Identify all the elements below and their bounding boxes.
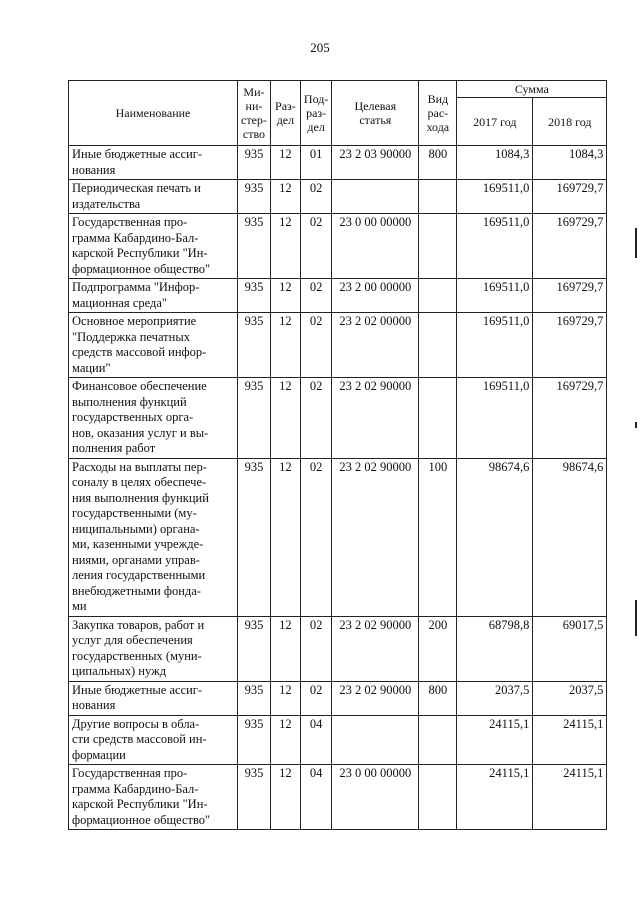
cell-ministry: 935 — [238, 313, 271, 378]
cell-name: Государственная про- грамма Кабардино-Бал- карской Республики "Ин- формационное общество" — [69, 214, 238, 279]
cell-section: 12 — [270, 616, 300, 681]
cell-sum-2017: 2037,5 — [457, 681, 533, 715]
header-year-2017: 2017 год — [457, 98, 533, 146]
table-body — [69, 146, 607, 830]
cell-section: 12 — [270, 378, 300, 459]
cell-ministry: 935 — [238, 715, 271, 765]
cell-target: 23 2 02 00000 — [332, 313, 419, 378]
cell-name: Периодическая печать и издательства — [69, 180, 238, 214]
cell-expense-type — [419, 765, 457, 830]
cell-subsection: 04 — [300, 765, 331, 830]
table-row — [69, 681, 607, 715]
cell-sum-2018: 169729,7 — [533, 214, 607, 279]
cell-subsection: 02 — [300, 313, 331, 378]
cell-target: 23 2 02 90000 — [332, 378, 419, 459]
cell-name: Иные бюджетные ассиг- нования — [69, 681, 238, 715]
edge-mark — [635, 228, 637, 258]
cell-subsection: 02 — [300, 458, 331, 616]
cell-section: 12 — [270, 715, 300, 765]
cell-section: 12 — [270, 214, 300, 279]
cell-sum-2018: 24115,1 — [533, 715, 607, 765]
cell-target: 23 2 00 00000 — [332, 279, 419, 313]
cell-sum-2017: 24115,1 — [457, 765, 533, 830]
cell-section: 12 — [270, 458, 300, 616]
cell-ministry: 935 — [238, 279, 271, 313]
cell-name: Основное мероприятие "Поддержка печатных средств массовой инфор- мации" — [69, 313, 238, 378]
cell-sum-2018: 1084,3 — [533, 146, 607, 180]
cell-name: Государственная про- грамма Кабардино-Бал- карской Республики "Ин- формационное общество" — [69, 765, 238, 830]
table-row — [69, 313, 607, 378]
cell-target: 23 0 00 00000 — [332, 765, 419, 830]
cell-sum-2018: 24115,1 — [533, 765, 607, 830]
header-sum: Сумма — [457, 81, 607, 98]
table-row — [69, 458, 607, 616]
cell-sum-2018: 169729,7 — [533, 180, 607, 214]
cell-ministry: 935 — [238, 146, 271, 180]
cell-sum-2018: 2037,5 — [533, 681, 607, 715]
cell-target — [332, 180, 419, 214]
cell-subsection: 02 — [300, 214, 331, 279]
cell-section: 12 — [270, 279, 300, 313]
cell-sum-2018: 98674,6 — [533, 458, 607, 616]
cell-sum-2017: 169511,0 — [457, 313, 533, 378]
cell-sum-2017: 169511,0 — [457, 378, 533, 459]
cell-section: 12 — [270, 765, 300, 830]
cell-ministry: 935 — [238, 458, 271, 616]
cell-expense-type: 200 — [419, 616, 457, 681]
cell-ministry: 935 — [238, 681, 271, 715]
table-row — [69, 378, 607, 459]
cell-section: 12 — [270, 313, 300, 378]
cell-subsection: 02 — [300, 378, 331, 459]
cell-expense-type: 800 — [419, 681, 457, 715]
cell-expense-type — [419, 378, 457, 459]
cell-sum-2017: 169511,0 — [457, 214, 533, 279]
cell-subsection: 02 — [300, 616, 331, 681]
cell-expense-type — [419, 279, 457, 313]
cell-sum-2017: 169511,0 — [457, 180, 533, 214]
cell-subsection: 02 — [300, 180, 331, 214]
cell-expense-type — [419, 715, 457, 765]
cell-expense-type — [419, 180, 457, 214]
cell-sum-2018: 169729,7 — [533, 279, 607, 313]
cell-name: Расходы на выплаты пер- соналу в целях обеспече- ния выполнения функций государственными (му- ниципальными) органа- ми, казенными учрежде- ниями, органами управ- ления государственными внебюджетными фонда- ми — [69, 458, 238, 616]
cell-subsection: 02 — [300, 279, 331, 313]
cell-expense-type: 800 — [419, 146, 457, 180]
table-row — [69, 765, 607, 830]
header-name: Наименование — [69, 81, 238, 146]
cell-expense-type: 100 — [419, 458, 457, 616]
edge-mark — [635, 422, 637, 428]
table-row — [69, 279, 607, 313]
header-section: Раз- дел — [270, 81, 300, 146]
cell-sum-2017: 68798,8 — [457, 616, 533, 681]
cell-expense-type — [419, 313, 457, 378]
cell-target — [332, 715, 419, 765]
cell-ministry: 935 — [238, 616, 271, 681]
cell-sum-2018: 69017,5 — [533, 616, 607, 681]
edge-mark — [635, 600, 637, 636]
cell-expense-type — [419, 214, 457, 279]
cell-subsection: 04 — [300, 715, 331, 765]
header-subsection: Под- раз- дел — [300, 81, 331, 146]
table-row — [69, 180, 607, 214]
cell-sum-2018: 169729,7 — [533, 378, 607, 459]
cell-sum-2017: 98674,6 — [457, 458, 533, 616]
cell-sum-2017: 24115,1 — [457, 715, 533, 765]
cell-ministry: 935 — [238, 765, 271, 830]
page-number: 205 — [310, 40, 330, 55]
cell-sum-2018: 169729,7 — [533, 313, 607, 378]
cell-name: Подпрограмма "Инфор- мационная среда" — [69, 279, 238, 313]
header-year-2018: 2018 год — [533, 98, 607, 146]
cell-target: 23 0 00 00000 — [332, 214, 419, 279]
cell-name: Финансовое обеспечение выполнения функций государственных орга- нов, оказания услуг и вы- полнения работ — [69, 378, 238, 459]
cell-ministry: 935 — [238, 214, 271, 279]
header-ministry: Ми- ни- стер- ство — [238, 81, 271, 146]
header-expense-type: Вид рас- хода — [419, 81, 457, 146]
cell-ministry: 935 — [238, 378, 271, 459]
cell-ministry: 935 — [238, 180, 271, 214]
cell-name: Закупка товаров, работ и услуг для обеспечения государственных (муни- ципальных) нужд — [69, 616, 238, 681]
cell-target: 23 2 02 90000 — [332, 616, 419, 681]
cell-section: 12 — [270, 681, 300, 715]
cell-target: 23 2 03 90000 — [332, 146, 419, 180]
header-target: Целевая статья — [332, 81, 419, 146]
cell-name: Иные бюджетные ассиг- нования — [69, 146, 238, 180]
budget-table — [68, 80, 607, 830]
cell-subsection: 01 — [300, 146, 331, 180]
cell-sum-2017: 169511,0 — [457, 279, 533, 313]
cell-target: 23 2 02 90000 — [332, 681, 419, 715]
cell-section: 12 — [270, 146, 300, 180]
cell-section: 12 — [270, 180, 300, 214]
table-row — [69, 214, 607, 279]
cell-name: Другие вопросы в обла- сти средств массовой ин- формации — [69, 715, 238, 765]
table-row — [69, 146, 607, 180]
table-row — [69, 616, 607, 681]
cell-sum-2017: 1084,3 — [457, 146, 533, 180]
cell-subsection: 02 — [300, 681, 331, 715]
cell-target: 23 2 02 90000 — [332, 458, 419, 616]
table-row — [69, 715, 607, 765]
